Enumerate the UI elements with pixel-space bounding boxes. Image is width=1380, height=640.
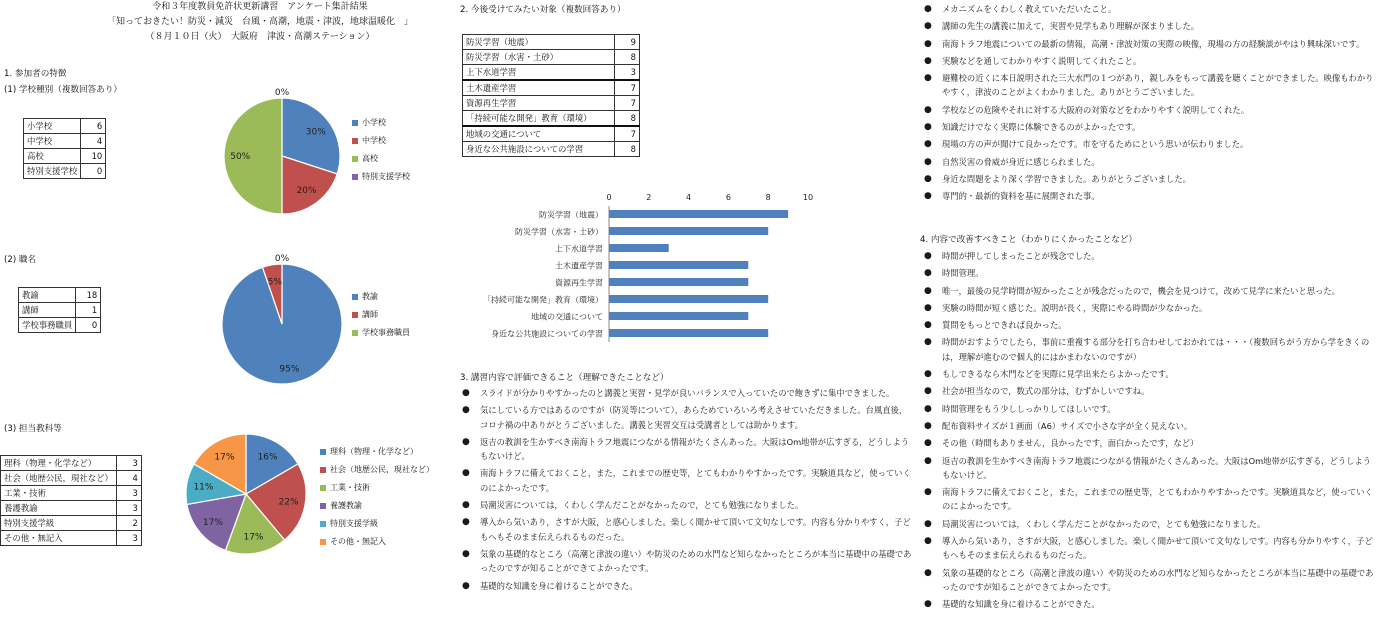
list-item [458, 403, 913, 432]
list-item-text: 時間がおすようでしたら，事前に重複する部分を打ち合わせしておかれては・・・（複数回ちがう方から学をきくのは，理解が進むので個人的にはかまわないのですが） [942, 337, 1370, 362]
legend-swatch [352, 294, 358, 300]
list-item [920, 19, 1375, 33]
bullet-icon: ● [924, 518, 932, 529]
bullet-icon: ● [462, 580, 470, 591]
row-count: 6 [81, 119, 106, 134]
category-label: 上下水道学習 [555, 244, 603, 254]
list-item-text: 気象の基礎的なところ（高潮と津波の違い）や防災のための水門など知らなかったところが本当に基礎中の基礎であったのですが知ることができてよかったです。 [942, 567, 1374, 592]
list-item-text: その他（時間もありません，良かったです，面白かったです，など） [942, 438, 1199, 449]
legend-item [320, 461, 434, 479]
job-title-title: (2) 職名 [4, 255, 37, 265]
table-row [463, 111, 640, 127]
x-tick-label: 4 [686, 193, 692, 202]
list-item-text: メカニズムをくわしく教えていただいたこと。 [942, 4, 1117, 14]
pie-label: 17% [214, 452, 235, 463]
list-item [920, 534, 1375, 563]
bullet-icon: ● [462, 500, 470, 511]
list-item-text: 基礎的な知識を身に着けることができた。 [942, 599, 1100, 610]
list-item-text: 自然災害の脅威が身近に感じられました。 [942, 156, 1100, 167]
row-label: 特別支援学校 [24, 164, 81, 179]
list-item [920, 2, 1375, 16]
x-tick-label: 8 [765, 193, 771, 202]
pie-label: 11% [193, 482, 214, 493]
legend-label: 学校事務職員 [362, 328, 410, 337]
list-item [920, 402, 1375, 416]
row-count: 3 [116, 456, 141, 471]
bullet-icon: ● [924, 268, 932, 279]
row-label: 理科（物理・化学など） [1, 456, 117, 471]
bullet-icon: ● [924, 599, 932, 610]
list-item [920, 419, 1375, 433]
list-item [920, 266, 1375, 280]
table-row [19, 303, 101, 318]
row-count: 0 [81, 164, 106, 179]
row-count: 4 [116, 471, 141, 486]
row-count: 10 [81, 149, 106, 164]
list-item-text: 導入から気いあり，さすが大阪，と感心しました。楽しく聞かせて頂いて文句なしです。内容も分かりやすく，子どもへもそのまま伝えられるものだった。 [480, 517, 911, 542]
category-label: 防災学習（地震） [539, 210, 603, 220]
row-label: 養護教諭 [1, 501, 117, 516]
list-item-text: 時間管理。 [942, 268, 984, 279]
legend-item [352, 306, 410, 324]
list-item [920, 54, 1375, 68]
bullet-icon: ● [924, 55, 932, 66]
bar [609, 227, 768, 235]
list-item-text: もしできるなら木門などを実際に見学出来たらよかったです。 [942, 369, 1174, 380]
list-item-text: 局潮災害については，くわしく学んだことがなかったので，とても勉強になりました。 [480, 500, 804, 511]
row-count: 3 [116, 531, 141, 546]
legend-label: 小学校 [362, 118, 386, 127]
legend-swatch [320, 503, 326, 509]
legend-swatch [320, 521, 326, 527]
list-item-text: 質問をもっとできれば良かった。 [942, 320, 1067, 331]
list-item [458, 435, 913, 464]
bullet-icon: ● [924, 302, 932, 313]
legend-item [320, 479, 434, 497]
pie-label: 16% [257, 452, 278, 463]
table-row [24, 164, 106, 179]
table-row [24, 119, 106, 134]
list-item [920, 436, 1375, 450]
row-label: 土木遺産学習 [463, 80, 615, 96]
bullet-icon: ● [924, 438, 932, 449]
bullet-icon: ● [924, 73, 932, 84]
list-item-text: 返吉の教訓を生かすべき南海トラフ地震につながる情報がたくさんあった。大阪はOm地帯が広すぎる，どうしようもないけど。 [480, 436, 910, 462]
bar [609, 244, 669, 252]
table-row [463, 80, 640, 96]
row-count: 2 [116, 516, 141, 531]
list-item [920, 137, 1375, 151]
section2-title: 2. 今後受けてみたい対象（複数回答あり） [460, 5, 626, 15]
row-count: 0 [76, 318, 101, 333]
bullet-icon: ● [924, 337, 932, 348]
table-row [1, 516, 142, 531]
bullet-icon: ● [924, 420, 932, 431]
table-row [463, 142, 640, 157]
x-tick-label: 0 [606, 193, 612, 202]
list-item [920, 454, 1375, 483]
list-item [920, 37, 1375, 51]
list-item [920, 120, 1375, 134]
row-label: 教諭 [19, 288, 76, 303]
table-row [463, 50, 640, 65]
list-item [920, 249, 1375, 263]
bullet-icon: ● [924, 567, 932, 578]
bar [609, 312, 748, 320]
job-title-legend [352, 288, 410, 342]
list-item [920, 189, 1375, 203]
list-item [920, 103, 1375, 117]
list-item [458, 386, 913, 400]
row-label: 中学校 [24, 134, 81, 149]
legend-swatch [320, 539, 326, 545]
list-item-text: スライドが分かりやすかったのと講義と実習・見学が良いバランスで入っていたので飽きずに集中できました。 [480, 388, 895, 398]
legend-item [352, 168, 410, 186]
subject-legend [320, 443, 434, 551]
bullet-icon: ● [924, 455, 932, 466]
table-row [1, 486, 142, 501]
list-item [920, 517, 1375, 531]
legend-label: 中学校 [362, 136, 386, 145]
list-item [920, 566, 1375, 595]
row-label: 工業・技術 [1, 486, 117, 501]
category-label: 防災学習（水害・土砂） [515, 227, 603, 237]
table-row [1, 456, 142, 471]
bullet-icon: ● [924, 104, 932, 115]
list-item-text: 実験などを通してわかりやすく説明してくれたこと。 [942, 55, 1142, 66]
list-item-text: 南海トラフに備えておくこと，また，これまでの歴史等，とてもわかりやすかったです。実験道具など，使っていくのによかったです。 [480, 468, 911, 493]
pie-label: 0% [274, 254, 290, 264]
bullet-icon: ● [924, 156, 932, 167]
bullet-icon: ● [924, 487, 932, 498]
row-count: 3 [615, 65, 640, 81]
legend-swatch [352, 156, 358, 162]
bullet-icon: ● [924, 139, 932, 150]
list-item-text: 唯一，最後の見学時間が短かったことが残念だったので，機会を見つけて，改めて見学に来たいと思った。 [942, 285, 1340, 296]
legend-swatch [352, 330, 358, 336]
x-tick-label: 6 [725, 193, 731, 202]
row-count: 7 [615, 126, 640, 142]
list-item [920, 384, 1375, 398]
legend-label: 高校 [362, 154, 378, 163]
list-item [920, 485, 1375, 514]
pie-label: 30% [305, 127, 326, 138]
school-type-table [23, 118, 106, 179]
report-title: 令和３年度教員免許状更新講習 アンケート集計結果 [152, 2, 368, 12]
bullet-icon: ● [462, 548, 470, 559]
list-item [458, 466, 913, 495]
table-row [24, 149, 106, 164]
row-label: 小学校 [24, 119, 81, 134]
subject-table [0, 455, 142, 546]
table-row [1, 471, 142, 486]
legend-label: 理科（物理・化学など） [330, 447, 418, 456]
row-label: 高校 [24, 149, 81, 164]
right-top-list [920, 2, 1375, 207]
x-tick-label: 2 [646, 193, 652, 202]
legend-item [320, 497, 434, 515]
bullet-icon: ● [462, 436, 470, 447]
pie-label: 17% [202, 517, 223, 528]
list-item [920, 335, 1375, 364]
section3-title: 3. 講習内容で評価できること（理解できたことなど） [460, 373, 669, 383]
job-title-pie [210, 252, 350, 388]
legend-item [352, 324, 410, 342]
legend-item [352, 288, 410, 306]
list-item-text: 実験の時間が短く感じた。説明が長く，実際にやる時間が少なかった。 [942, 302, 1208, 313]
section1-title: 1. 参加者の特徴 [4, 69, 67, 79]
row-count: 4 [81, 134, 106, 149]
bullet-icon: ● [462, 388, 470, 398]
legend-label: 工業・技術 [330, 483, 370, 492]
bullet-icon: ● [924, 173, 932, 184]
row-count: 8 [615, 142, 640, 157]
interest-bar-chart [460, 192, 830, 352]
table-row [24, 134, 106, 149]
list-item-text: 知識だけでなく実際に体験できるのがよかったです。 [942, 122, 1141, 133]
list-item-text: 返吉の教訓を生かすべき南海トラフ地震につながる情報がたくさんあった。大阪はOm地帯が広すぎる，どうしようもないけど。 [942, 455, 1372, 480]
legend-swatch [320, 467, 326, 473]
bullet-icon: ● [924, 320, 932, 331]
pie-label: 5% [267, 277, 283, 288]
row-label: 地域の交通について [463, 126, 615, 142]
table-row [463, 35, 640, 50]
list-item-text: 専門的・最新的資料を基に展開された事。 [942, 191, 1100, 202]
row-count: 18 [76, 288, 101, 303]
legend-label: その他・無記入 [330, 537, 386, 546]
list-item-text: 気にしている方ではあるのですが（防災等について），あらためていろいろ考えさせていただきました。台風直後，コロナ禍の中ありがとうございました。講義と実習交互は受講者としては助かります。 [480, 405, 908, 430]
legend-item [320, 443, 434, 461]
pie-label: 20% [296, 185, 317, 196]
section3-list [458, 386, 913, 596]
table-row [19, 318, 101, 333]
bar [609, 295, 768, 303]
legend-item [352, 132, 410, 150]
pie-label: 17% [243, 532, 264, 543]
school-type-pie [210, 84, 350, 220]
list-item [920, 172, 1375, 186]
list-item-text: 現場の方の声が聞けて良かったです。市を守るためにという思いが伝わりました。 [942, 139, 1249, 150]
list-item-text: 気象の基礎的なところ（高潮と津波の違い）や防災のための水門など知らなかったところが本当に基礎中の基礎であったのですが知ることができてよかったです。 [480, 548, 912, 574]
row-label: 学校事務職員 [19, 318, 76, 333]
x-tick-label: 10 [802, 193, 814, 202]
list-item-text: 時間が押してしまったことが残念でした。 [942, 251, 1100, 261]
legend-swatch [352, 138, 358, 144]
bar [609, 329, 768, 337]
table-row [1, 531, 142, 546]
list-item-text: 身近な問題をより深く学習できました。ありがとうございました。 [942, 173, 1191, 184]
list-item [458, 515, 913, 544]
school-type-title: (1) 学校種別（複数回答あり） [4, 85, 123, 95]
legend-swatch [320, 485, 326, 491]
row-label: 講師 [19, 303, 76, 318]
legend-label: 養護教諭 [330, 501, 362, 510]
list-item [458, 579, 913, 593]
row-label: 身近な公共施設についての学習 [463, 142, 615, 157]
row-count: 8 [615, 50, 640, 65]
legend-item [352, 114, 410, 132]
bullet-icon: ● [924, 21, 932, 32]
bullet-icon: ● [924, 285, 932, 296]
row-label: 特別支援学級 [1, 516, 117, 531]
legend-swatch [320, 449, 326, 455]
row-count: 3 [116, 486, 141, 501]
list-item-text: 南海トラフに備えておくこと，また，これまでの歴史等，とてもわかりやすかったです。実験道具など，使っていくのによかったです。 [942, 487, 1373, 512]
table-row [463, 96, 640, 111]
bullet-icon: ● [924, 386, 932, 397]
job-title-table [18, 287, 101, 333]
list-item [458, 547, 913, 576]
list-item [458, 498, 913, 512]
pie-label: 95% [279, 364, 300, 375]
list-item-text: 時間管理をもう少ししっかりしてほしいです。 [942, 403, 1116, 414]
bullet-icon: ● [924, 38, 932, 49]
list-item [920, 284, 1375, 298]
list-item-text: 配布資料サイズが１画面（A6）サイズで小さな字が全く見えない。 [942, 420, 1193, 431]
bar [609, 210, 788, 218]
legend-swatch [352, 174, 358, 180]
section4-title: 4. 内容で改善すべきこと（わかりにくかったことなど） [920, 235, 1138, 245]
bullet-icon: ● [924, 536, 932, 547]
list-item-text: 講師の先生の講義に加えて，実習や見学もあり理解が深まりました。 [942, 21, 1200, 32]
row-label: 上下水道学習 [463, 65, 615, 81]
row-count: 8 [615, 111, 640, 127]
row-count: 3 [116, 501, 141, 516]
list-item-text: 学校などの危険やそれに対する大阪府の対策などをわかりやすく説明してくれた。 [942, 104, 1249, 115]
row-count: 7 [615, 96, 640, 111]
list-item-text: 避難校の近くに本日説明された三大水門の１つがあり，親しみをもって講義を聴くことができました。映像もわかりやすく，津波のことがよくわかりました。ありがとうございました。 [942, 73, 1374, 98]
bullet-icon: ● [924, 4, 932, 14]
table-row [463, 126, 640, 142]
bullet-icon: ● [924, 403, 932, 414]
legend-label: 教諭 [362, 292, 378, 301]
bullet-icon: ● [924, 122, 932, 133]
row-count: 9 [615, 35, 640, 50]
category-label: 「持続可能な開発」教育（環境） [483, 295, 603, 305]
row-label: 防災学習（地震） [463, 35, 615, 50]
bar [609, 261, 748, 269]
legend-label: 講師 [362, 310, 378, 319]
list-item-text: 導入から気いあり，さすが大阪，と感心しました。楽しく聞かせて頂いて文句なしです。内容も分かりやすく，子どもへもそのまま伝えられるものだった。 [942, 536, 1373, 561]
list-item [920, 155, 1375, 169]
report-subtitle: 「知っておきたい！防災・減災 台風・高潮，地震・津波，地球温暖化 」 [106, 17, 413, 27]
legend-item [352, 150, 410, 168]
legend-swatch [352, 120, 358, 126]
legend-label: 特別支援学級 [330, 519, 378, 528]
legend-item [320, 533, 434, 551]
list-item [920, 318, 1375, 332]
school-type-legend [352, 114, 410, 186]
report-header [40, 0, 480, 45]
bullet-icon: ● [924, 251, 932, 261]
legend-swatch [352, 312, 358, 318]
list-item [920, 301, 1375, 315]
legend-item [320, 515, 434, 533]
bar [609, 278, 748, 286]
list-item [920, 71, 1375, 100]
table-row [1, 501, 142, 516]
legend-label: 社会（地歴公民，現社など） [330, 465, 434, 474]
category-label: 資源再生学習 [555, 278, 603, 288]
bullet-icon: ● [462, 405, 470, 416]
row-count: 7 [615, 80, 640, 96]
pie-label: 0% [274, 88, 290, 98]
list-item-text: 局潮災害については，くわしく学んだことがなかったので，とても勉強になりました。 [942, 518, 1266, 529]
list-item-text: 基礎的な知識を身に着けることができた。 [480, 580, 638, 591]
bullet-icon: ● [924, 191, 932, 202]
legend-label: 特別支援学校 [362, 172, 410, 181]
row-label: 資源再生学習 [463, 96, 615, 111]
row-label: 社会（地歴公民，現社など） [1, 471, 117, 486]
row-count: 1 [76, 303, 101, 318]
bullet-icon: ● [462, 517, 470, 528]
interest-table [462, 34, 640, 157]
list-item-text: 南海トラフ地震についての最新の情報，高潮・津波対策の実際の映像，現場の方の経験談がやはり興味深いです。 [942, 38, 1365, 49]
pie-label: 50% [230, 152, 251, 162]
section4-list [920, 249, 1375, 615]
subject-title: (3) 担当教科等 [4, 424, 62, 434]
bullet-icon: ● [462, 468, 470, 479]
category-label: 地域の交通について [531, 312, 603, 322]
list-item [920, 367, 1375, 381]
bullet-icon: ● [924, 369, 932, 380]
category-label: 土木遺産学習 [555, 261, 603, 271]
row-label: その他・無記入 [1, 531, 117, 546]
row-label: 防災学習（水害・土砂） [463, 50, 615, 65]
table-row [463, 65, 640, 81]
list-item [920, 597, 1375, 611]
row-label: 「持続可能な開発」教育（環境） [463, 111, 615, 127]
pie-label: 22% [278, 497, 299, 508]
list-item-text: 社会が担当なので，数式の部分は，むずかしいですね。 [942, 386, 1150, 397]
category-label: 身近な公共施設についての学習 [491, 329, 603, 339]
subject-pie [174, 424, 314, 560]
report-venue: （８月１０日（火） 大阪府 津波・高潮ステーション） [145, 32, 375, 42]
table-row [19, 288, 101, 303]
